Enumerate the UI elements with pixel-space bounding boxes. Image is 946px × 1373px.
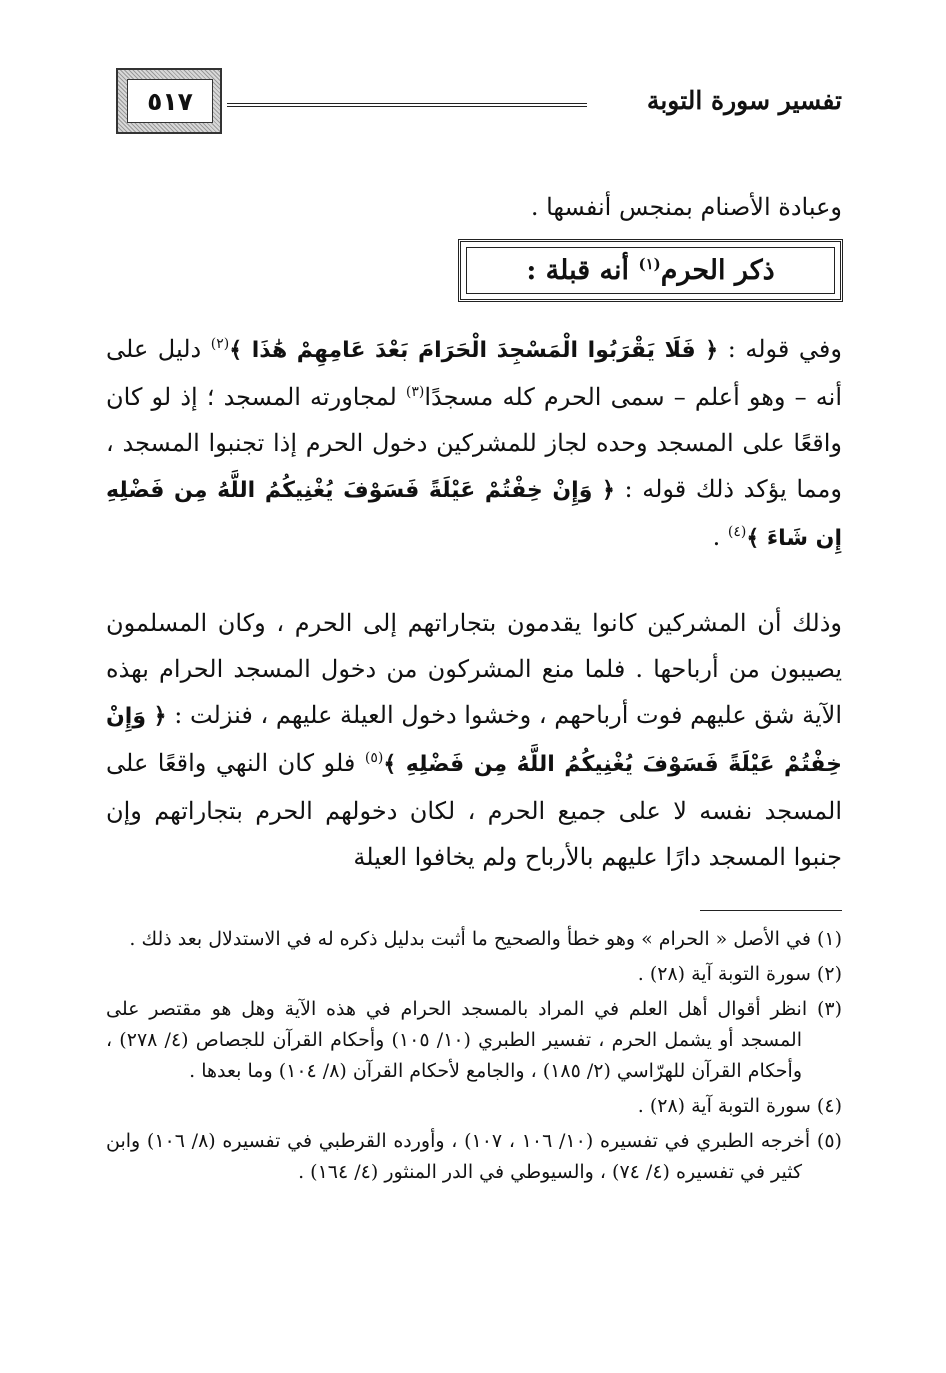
footnote-ref-2: (٢) [210,336,230,352]
paragraph-1-text-a: وفي قوله : [718,335,842,363]
paragraph-1-text-b: دليل على أنه – وهو أعلم – سمى الحرم كله مسجدًا [106,335,842,411]
footnote-ref-4: (٤) [727,524,747,540]
header-rule [227,103,587,107]
footnote-ref-3: (٣) [405,384,425,400]
section-heading-box [458,239,843,302]
footnote-1: (١) في الأصل « الحرام » وهو خطأ والصحيح ما أثبت بدليل ذكره له في الاستدلال بعد ذلك . [129,928,842,950]
paragraph-1-text-c: لمجاورته المسجد ؛ إذ لو كان واقعًا على المسجد وحده لجاز للمشركين دخول الحرم إذا تجنبوا المسجد ، ومما يؤكد ذلك قوله : [106,383,842,503]
footnote-5: (٥) أخرجه الطبري في تفسيره (١٠/ ١٠٦ ، ١٠٧) ، وأورده القرطبي في تفسيره (٨/ ١٠٦) وابن كثير في تفسيره (٤/ ٧٤) ، والسيوطي في الدر المنثور (٤/ ١٦٤) . [106,1130,842,1183]
page-number-box [116,68,222,134]
paragraph-1 [106,326,842,562]
paragraph-2-text-b: فلو كان النهي واقعًا على المسجد نفسه لا على جميع الحرم ، لكان دخولهم الحرم بتجاراتهم وإن جنبوا المسجد دارًا عليهم بالأرباح ولم يخافوا العيلة [106,749,842,871]
intro-line: وعبادة الأصنام بمنجس أنفسها . [530,193,842,221]
section-title [526,255,774,286]
footnote-ref-1: (١) [638,255,661,273]
paragraph-2-text-a: وذلك أن المشركين كانوا يقدمون بتجاراتهم إلى الحرم ، وكان المسلمون يصيبون من أرباحها . فلما منع المشركون من دخول المسجد الحرام بهذه الآية شق عليهم فوت أرباحهم ، وخشوا دخول العيلة عليهم ، فنزلت : [106,609,843,729]
footnote-4: (٤) سورة التوبة آية (٢٨) . [637,1095,842,1117]
page-number: ٥١٧ [127,79,213,123]
footnotes [106,924,842,1192]
paragraph-1-text-d: . [712,523,728,551]
quran-verse-3: ﴿ وَإِنْ خِفْتُمْ عَيْلَةً فَسَوْفَ يُغْنِيكُمُ اللَّهُ مِن فَضْلِهِ ﴾ [106,704,842,777]
footnote-separator [700,910,842,911]
running-title: تفسير سورة التوبة [646,86,842,115]
section-title-text-end: أنه قبلة : [526,255,639,286]
footnote-3: (٣) انظر أقوال أهل العلم في المراد بالمسجد الحرام في هذه الآية وهل هو مقتصر على المسجد أو يشمل الحرم ، تفسير الطبري (١٠/ ١٠٥) وأحكام القرآن للجصاص (٤/ ٢٧٨) ، وأحكام القرآن للهرّاسي (٢/ ١٨٥) ، والجامع لأحكام القرآن (٨/ ١٠٤) وما بعدها . [106,998,842,1082]
section-title-text: ذكر الحرم [660,255,775,286]
footnote-2: (٢) سورة التوبة آية (٢٨) . [637,963,842,985]
quran-verse-1: ﴿ فَلَا يَقْرَبُوا الْمَسْجِدَ الْحَرَامَ بَعْدَ عَامِهِمْ هَٰذَا ﴾ [229,338,719,363]
quran-verse-2: ﴿ وَإِنْ خِفْتُمْ عَيْلَةً فَسَوْفَ يُغْنِيكُمُ اللَّهُ مِن فَضْلِهِ إِن شَاءَ ﴾ [106,478,842,551]
paragraph-2 [106,600,842,880]
footnote-ref-5: (٥) [364,750,384,766]
